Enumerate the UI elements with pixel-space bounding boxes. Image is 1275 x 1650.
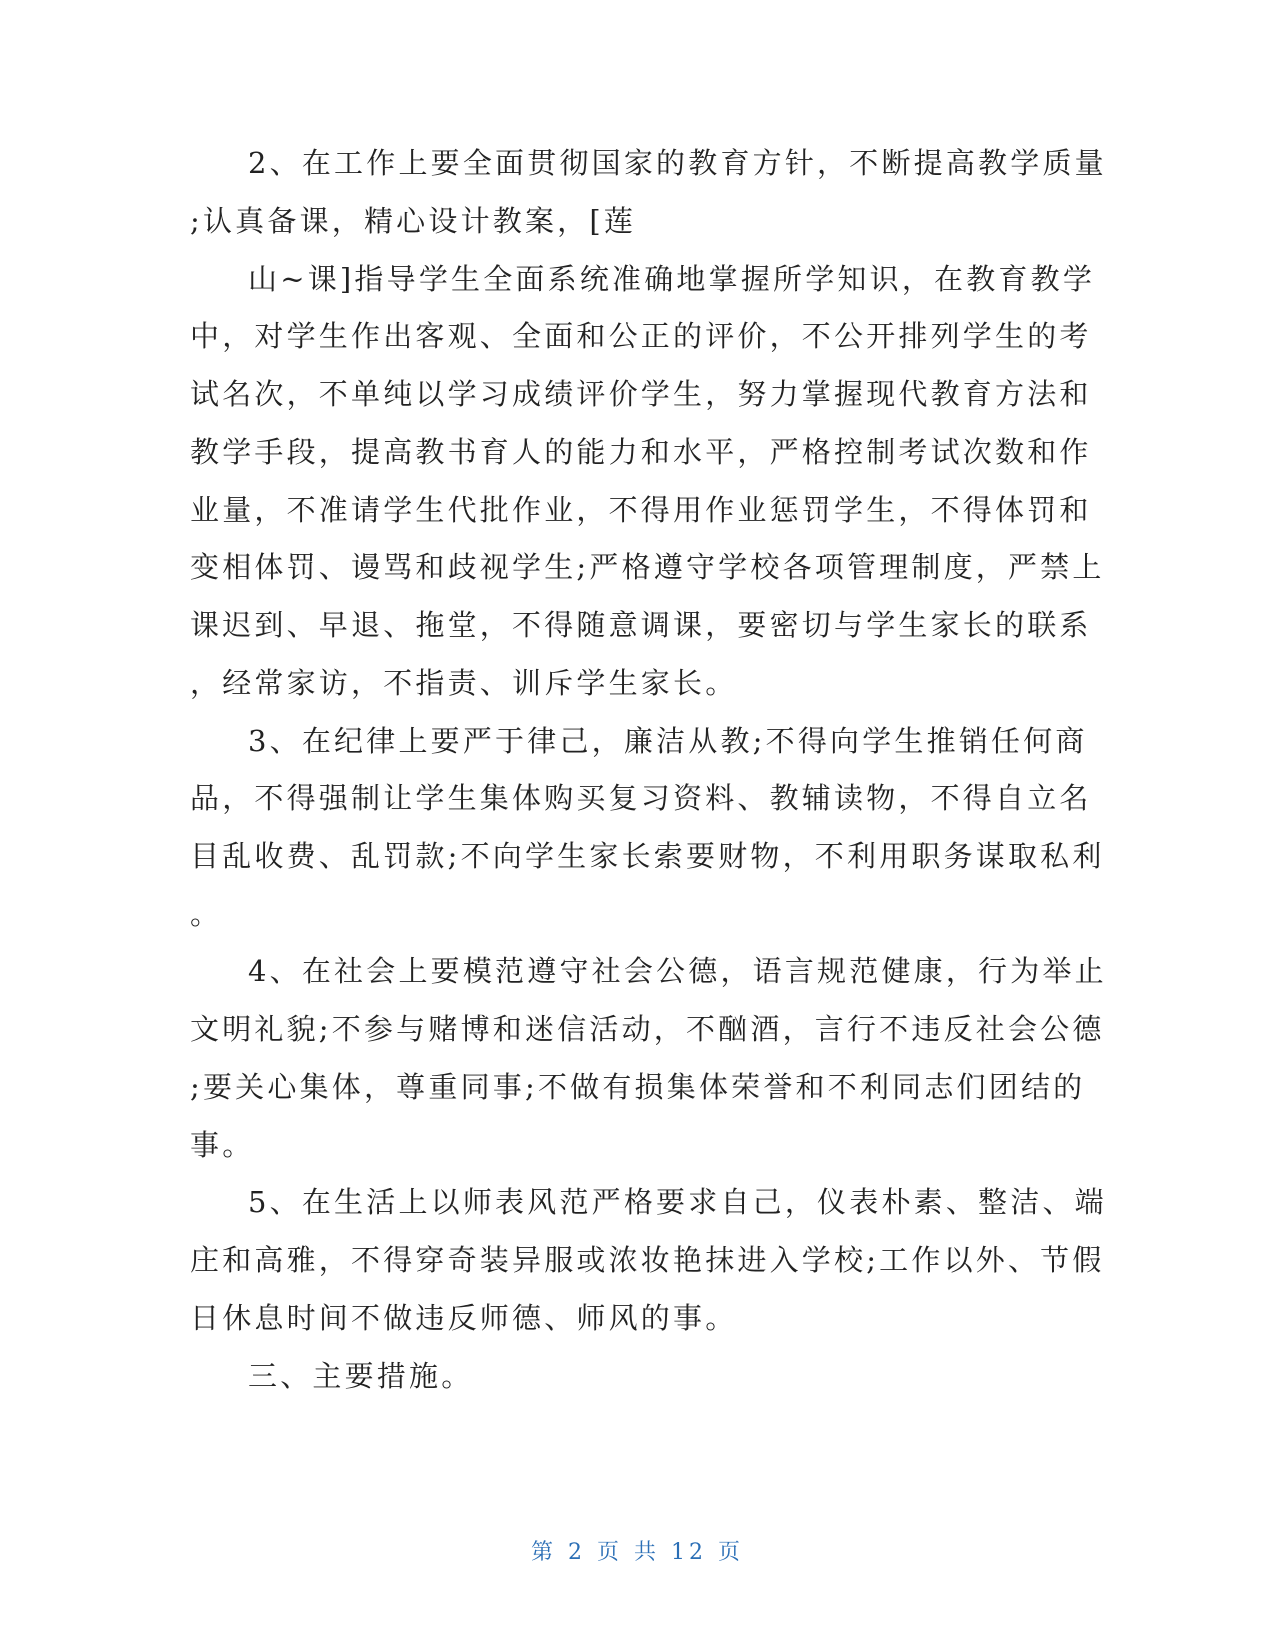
paragraph-2-line-10: ，经常家访，不指责、训斥学生家长。 [190,666,738,700]
paragraph-4-line-3: ;要关心集体，尊重同事;不做有损集体荣誉和不利同志们团结的 [190,1070,1086,1104]
paragraph-3-line-1: 3、在纪律上要严于律己，廉洁从教;不得向学生推销任何商 [248,724,1088,758]
paragraph-2-line-9: 课迟到、早退、拖堂，不得随意调课，要密切与学生家长的联系 [190,608,1092,642]
paragraph-5-line-2: 庄和高雅，不得穿奇装异服或浓妆艳抹进入学校;工作以外、节假 [190,1243,1105,1277]
paragraph-2-line-5: 试名次，不单纯以学习成绩评价学生，努力掌握现代教育方法和 [190,377,1092,411]
paragraph-3-line-4: 。 [190,897,223,931]
paragraph-2-line-1: 2、在工作上要全面贯彻国家的教育方针，不断提高教学质量 [248,146,1107,180]
paragraph-5-line-3: 日休息时间不做违反师德、师风的事。 [190,1301,738,1335]
section-heading-main-measures: 三、主要措施。 [248,1359,474,1393]
paragraph-2-line-7: 业量，不准请学生代批作业，不得用作业惩罚学生，不得体罚和 [190,493,1092,527]
paragraph-2-line-3: 山~课]指导学生全面系统准确地掌握所学知识，在教育教学 [248,262,1096,296]
paragraph-2-line-2: ;认真备课，精心设计教案，[莲 [190,204,637,238]
paragraph-5-line-1: 5、在生活上以师表风范严格要求自己，仪表朴素、整洁、端 [248,1185,1107,1219]
paragraph-2-line-6: 教学手段，提高教书育人的能力和水平，严格控制考试次数和作 [190,435,1092,469]
paragraph-4-line-2: 文明礼貌;不参与赌博和迷信活动，不酗酒，言行不违反社会公德 [190,1012,1105,1046]
paragraph-2-line-4: 中，对学生作出客观、全面和公正的评价，不公开排列学生的考 [190,319,1092,353]
paragraph-3-line-3: 目乱收费、乱罚款;不向学生家长索要财物，不利用职务谋取私利 [190,839,1105,873]
paragraph-4-line-4: 事。 [190,1128,255,1162]
page-number-footer: 第 2 页 共 12 页 [531,1540,744,1565]
paragraph-4-line-1: 4、在社会上要模范遵守社会公德，语言规范健康，行为举止 [248,954,1107,988]
paragraph-2-line-8: 变相体罚、谩骂和歧视学生;严格遵守学校各项管理制度，严禁上 [190,550,1105,584]
paragraph-3-line-2: 品，不得强制让学生集体购买复习资料、教辅读物，不得自立名 [190,781,1092,815]
